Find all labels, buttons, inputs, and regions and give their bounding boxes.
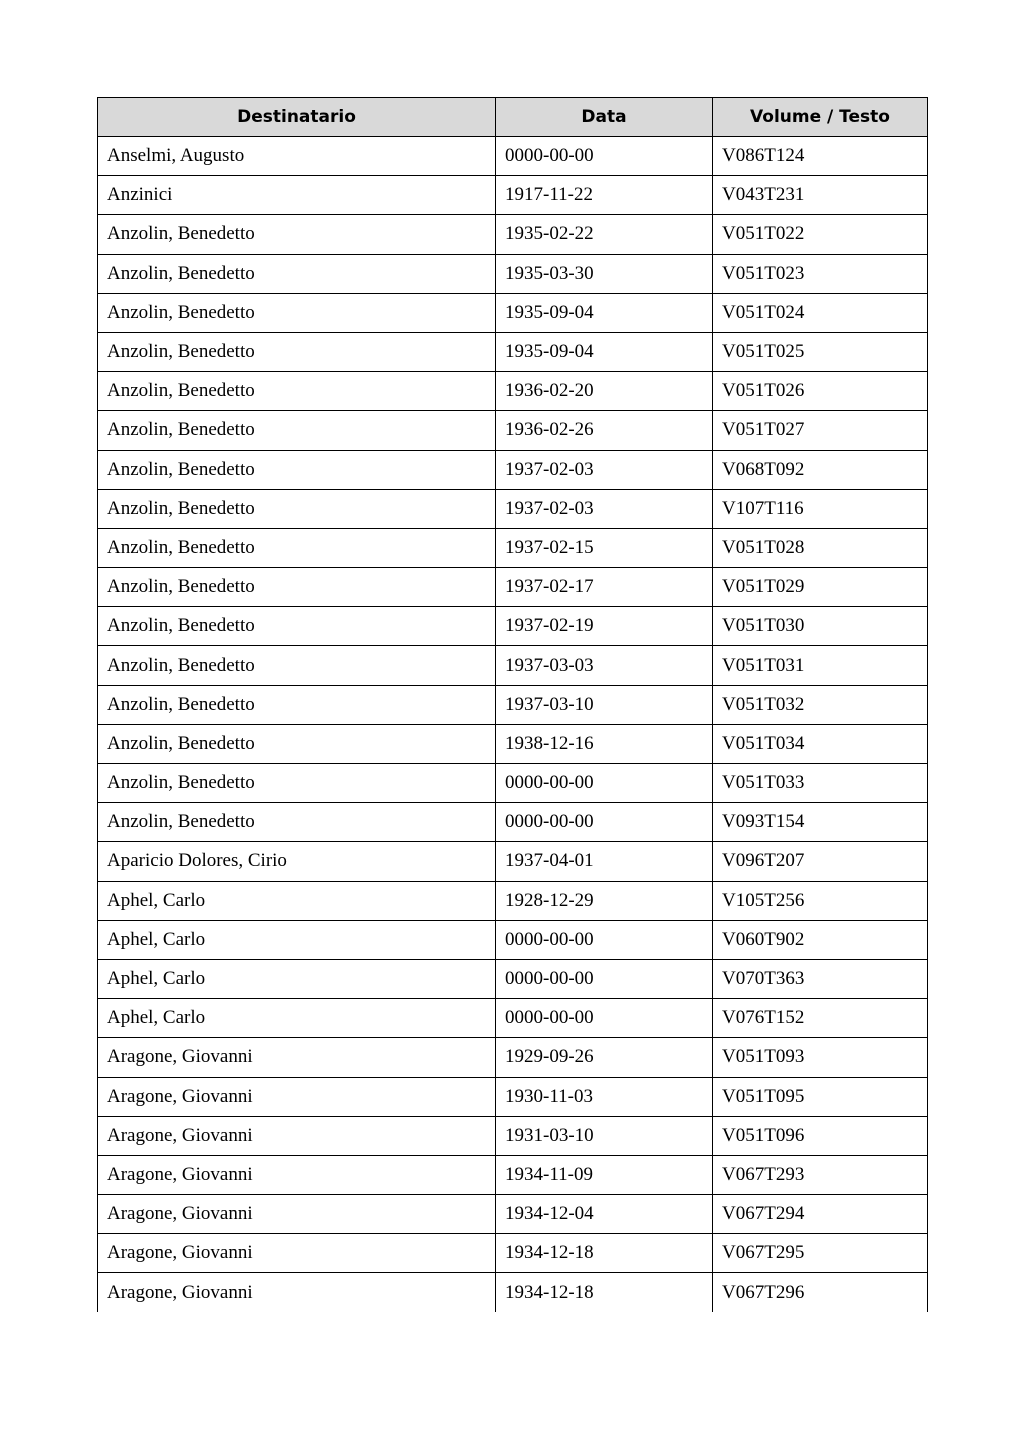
volume-testo-cell: V067T295 xyxy=(713,1234,928,1273)
data-cell: 0000-00-00 xyxy=(496,999,713,1038)
table-row xyxy=(98,999,928,1038)
volume-testo-cell: V051T028 xyxy=(713,528,928,567)
data-cell: 1935-09-04 xyxy=(496,293,713,332)
table-row xyxy=(98,959,928,998)
table-row xyxy=(98,803,928,842)
destinatario-cell: Aphel, Carlo xyxy=(98,999,496,1038)
destinatario-cell: Aragone, Giovanni xyxy=(98,1077,496,1116)
volume-testo-cell: V051T033 xyxy=(713,764,928,803)
data-cell: 1937-03-10 xyxy=(496,685,713,724)
table-row xyxy=(98,920,928,959)
destinatario-cell: Anselmi, Augusto xyxy=(98,137,496,176)
volume-testo-cell: V067T294 xyxy=(713,1195,928,1234)
volume-testo-cell: V051T026 xyxy=(713,372,928,411)
volume-testo-cell: V051T024 xyxy=(713,293,928,332)
table-row xyxy=(98,137,928,176)
destinatario-cell: Anzolin, Benedetto xyxy=(98,411,496,450)
volume-testo-cell: V070T363 xyxy=(713,959,928,998)
volume-testo-cell: V051T031 xyxy=(713,646,928,685)
data-cell: 1935-03-30 xyxy=(496,254,713,293)
destinatario-cell: Anzolin, Benedetto xyxy=(98,568,496,607)
destinatario-cell: Aphel, Carlo xyxy=(98,920,496,959)
volume-testo-cell: V043T231 xyxy=(713,176,928,215)
destinatario-cell: Anzolin, Benedetto xyxy=(98,215,496,254)
destinatario-cell: Anzolin, Benedetto xyxy=(98,607,496,646)
destinatario-cell: Anzolin, Benedetto xyxy=(98,685,496,724)
table-row xyxy=(98,372,928,411)
data-cell: 1931-03-10 xyxy=(496,1116,713,1155)
data-cell: 1930-11-03 xyxy=(496,1077,713,1116)
destinatario-cell: Anzolin, Benedetto xyxy=(98,528,496,567)
destinatario-cell: Anzolin, Benedetto xyxy=(98,450,496,489)
destinatario-cell: Aparicio Dolores, Cirio xyxy=(98,842,496,881)
volume-testo-cell: V051T022 xyxy=(713,215,928,254)
table-row xyxy=(98,881,928,920)
letters-table xyxy=(97,97,928,1312)
volume-testo-cell: V051T034 xyxy=(713,724,928,763)
volume-testo-cell: V051T029 xyxy=(713,568,928,607)
data-cell: 1937-04-01 xyxy=(496,842,713,881)
table-row xyxy=(98,293,928,332)
volume-testo-cell: V086T124 xyxy=(713,137,928,176)
header-destinatario: Destinatario xyxy=(98,98,496,137)
destinatario-cell: Anzolin, Benedetto xyxy=(98,489,496,528)
data-cell: 1917-11-22 xyxy=(496,176,713,215)
table-row xyxy=(98,646,928,685)
data-cell: 1937-03-03 xyxy=(496,646,713,685)
destinatario-cell: Aragone, Giovanni xyxy=(98,1234,496,1273)
data-cell: 1935-02-22 xyxy=(496,215,713,254)
destinatario-cell: Anzolin, Benedetto xyxy=(98,764,496,803)
volume-testo-cell: V051T027 xyxy=(713,411,928,450)
header-data: Data xyxy=(496,98,713,137)
destinatario-cell: Aragone, Giovanni xyxy=(98,1038,496,1077)
destinatario-cell: Aragone, Giovanni xyxy=(98,1273,496,1312)
volume-testo-cell: V093T154 xyxy=(713,803,928,842)
volume-testo-cell: V051T032 xyxy=(713,685,928,724)
data-cell: 0000-00-00 xyxy=(496,920,713,959)
data-cell: 0000-00-00 xyxy=(496,959,713,998)
table-row xyxy=(98,1038,928,1077)
destinatario-cell: Anzolin, Benedetto xyxy=(98,332,496,371)
destinatario-cell: Anzolin, Benedetto xyxy=(98,254,496,293)
volume-testo-cell: V067T293 xyxy=(713,1155,928,1194)
data-cell: 1934-12-18 xyxy=(496,1273,713,1312)
data-cell: 1937-02-19 xyxy=(496,607,713,646)
data-cell: 1936-02-20 xyxy=(496,372,713,411)
data-cell: 1928-12-29 xyxy=(496,881,713,920)
table-row xyxy=(98,215,928,254)
header-volume-testo: Volume / Testo xyxy=(713,98,928,137)
table-row xyxy=(98,568,928,607)
data-cell: 1937-02-03 xyxy=(496,489,713,528)
volume-testo-cell: V076T152 xyxy=(713,999,928,1038)
table-row xyxy=(98,1234,928,1273)
table-row xyxy=(98,724,928,763)
volume-testo-cell: V067T296 xyxy=(713,1273,928,1312)
table-row xyxy=(98,685,928,724)
data-cell: 1934-12-04 xyxy=(496,1195,713,1234)
data-cell: 0000-00-00 xyxy=(496,764,713,803)
data-cell: 1935-09-04 xyxy=(496,332,713,371)
table-row xyxy=(98,411,928,450)
data-cell: 1934-12-18 xyxy=(496,1234,713,1273)
data-cell: 1937-02-03 xyxy=(496,450,713,489)
destinatario-cell: Aphel, Carlo xyxy=(98,959,496,998)
data-cell: 0000-00-00 xyxy=(496,137,713,176)
table-header xyxy=(98,98,928,137)
volume-testo-cell: V107T116 xyxy=(713,489,928,528)
table-row xyxy=(98,1155,928,1194)
volume-testo-cell: V051T095 xyxy=(713,1077,928,1116)
table-row xyxy=(98,176,928,215)
destinatario-cell: Aragone, Giovanni xyxy=(98,1116,496,1155)
volume-testo-cell: V068T092 xyxy=(713,450,928,489)
destinatario-cell: Anzolin, Benedetto xyxy=(98,293,496,332)
volume-testo-cell: V051T025 xyxy=(713,332,928,371)
destinatario-cell: Aragone, Giovanni xyxy=(98,1155,496,1194)
volume-testo-cell: V060T902 xyxy=(713,920,928,959)
table-row xyxy=(98,1273,928,1312)
destinatario-cell: Anzolin, Benedetto xyxy=(98,724,496,763)
table-row xyxy=(98,528,928,567)
data-cell: 1938-12-16 xyxy=(496,724,713,763)
destinatario-cell: Aphel, Carlo xyxy=(98,881,496,920)
table-row xyxy=(98,1077,928,1116)
volume-testo-cell: V051T023 xyxy=(713,254,928,293)
destinatario-cell: Aragone, Giovanni xyxy=(98,1195,496,1234)
data-cell: 1937-02-15 xyxy=(496,528,713,567)
data-cell: 0000-00-00 xyxy=(496,803,713,842)
destinatario-cell: Anzinici xyxy=(98,176,496,215)
volume-testo-cell: V051T093 xyxy=(713,1038,928,1077)
table-row xyxy=(98,1116,928,1155)
volume-testo-cell: V105T256 xyxy=(713,881,928,920)
data-cell: 1934-11-09 xyxy=(496,1155,713,1194)
header-row xyxy=(98,98,928,137)
volume-testo-cell: V096T207 xyxy=(713,842,928,881)
table-row xyxy=(98,489,928,528)
volume-testo-cell: V051T096 xyxy=(713,1116,928,1155)
volume-testo-cell: V051T030 xyxy=(713,607,928,646)
destinatario-cell: Anzolin, Benedetto xyxy=(98,646,496,685)
table-body xyxy=(98,137,928,1313)
data-cell: 1936-02-26 xyxy=(496,411,713,450)
data-cell: 1929-09-26 xyxy=(496,1038,713,1077)
table-row xyxy=(98,842,928,881)
table-row xyxy=(98,764,928,803)
table-row xyxy=(98,332,928,371)
destinatario-cell: Anzolin, Benedetto xyxy=(98,372,496,411)
table-row xyxy=(98,254,928,293)
destinatario-cell: Anzolin, Benedetto xyxy=(98,803,496,842)
table-row xyxy=(98,607,928,646)
table-row xyxy=(98,1195,928,1234)
data-cell: 1937-02-17 xyxy=(496,568,713,607)
table-row xyxy=(98,450,928,489)
